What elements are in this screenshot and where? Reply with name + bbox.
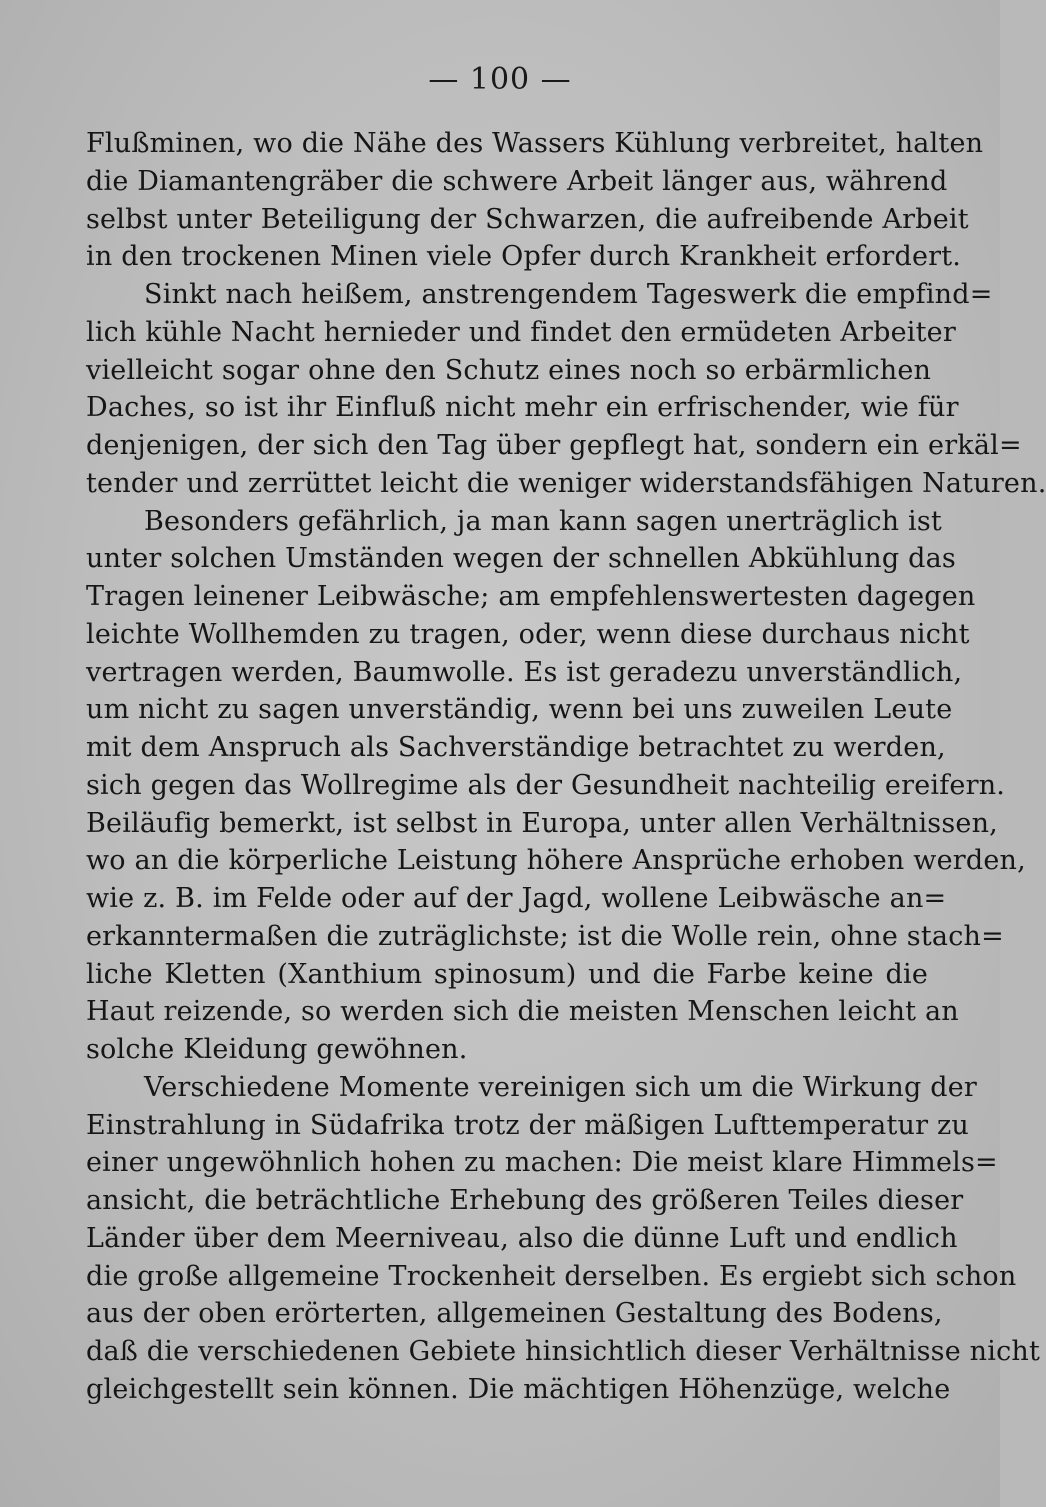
text-line: um nicht zu sagen unverständig, wenn bei uns zuweilen Leute (86, 694, 953, 726)
text-line: in den trockenen Minen viele Opfer durch Krankheit erfordert. (86, 241, 962, 273)
text-line: unter solchen Umständen wegen der schnellen Abkühlung das (86, 543, 956, 575)
paragraph (86, 1069, 1041, 1409)
text-line: Beiläufig bemerkt, ist selbst in Europa, unter allen Verhältnissen, (86, 807, 998, 839)
text-line: daß die verschiedenen Gebiete hinsichtlich dieser Verhältnisse nicht (86, 1336, 1041, 1367)
paragraph (86, 503, 1026, 1069)
text-line: Besonders gefährlich, ja man kann sagen unerträglich ist (144, 505, 942, 537)
paragraph (86, 125, 984, 276)
text-line: Daches, so ist ihr Einfluß nicht mehr ein erfrischender, wie für (86, 392, 959, 424)
text-line: ansicht, die beträchtliche Erhebung des größeren Teiles dieser (86, 1185, 964, 1216)
text-line: solche Kleidung gewöhnen. (86, 1034, 468, 1065)
text-line: Verschiedene Momente vereinigen sich um die Wirkung der (144, 1071, 978, 1103)
text-line: einer ungewöhnlich hohen zu machen: Die meist klare Himmels= (86, 1147, 998, 1179)
body-text (86, 125, 1046, 1409)
text-line: erkanntermaßen die zuträglichste; ist die Wolle rein, ohne stach= (86, 920, 1004, 952)
text-line: Tragen leinener Leibwäsche; am empfehlenswertesten dagegen (86, 581, 976, 612)
paragraph (86, 276, 1046, 503)
text-line: mit dem Anspruch als Sachverständige betrachtet zu werden, (86, 732, 946, 763)
text-line: gleichgestellt sein können. Die mächtigen Höhenzüge, welche (86, 1373, 951, 1405)
text-line: aus der oben erörterten, allgemeinen Gestaltung des Bodens, (86, 1298, 943, 1330)
text-line: lich kühle Nacht hernieder und findet den ermüdeten Arbeiter (86, 316, 956, 348)
text-line: denjenigen, der sich den Tag über gepflegt hat, sondern ein erkäl= (86, 430, 1022, 461)
text-line: liche Kletten (Xanthium spinosum) und die Farbe keine die (86, 958, 928, 990)
text-line: Flußminen, wo die Nähe des Wassers Kühlung verbreitet, halten (86, 128, 984, 159)
text-line: vertragen werden, Baumwolle. Es ist geradezu unverständlich, (86, 656, 963, 688)
text-line: Länder über dem Meerniveau, also die dünne Luft und endlich (86, 1222, 958, 1254)
page-number: — 100 — (428, 62, 572, 97)
text-line: wo an die körperliche Leistung höhere Ansprüche erhoben werden, (86, 845, 1026, 877)
text-line: vielleicht sogar ohne den Schutz eines noch so erbärmlichen (86, 354, 932, 386)
text-line: tender und zerrüttet leicht die weniger widerstandsfähigen Naturen. (86, 467, 1046, 499)
text-line: wie z. B. im Felde oder auf der Jagd, wollene Leibwäsche an= (86, 883, 947, 914)
text-line: Einstrahlung in Südafrika trotz der mäßigen Lufttemperatur zu (86, 1109, 969, 1141)
text-line: die Diamantengräber die schwere Arbeit länger aus, während (86, 165, 948, 197)
text-line: selbst unter Beteiligung der Schwarzen, die aufreibende Arbeit (86, 203, 969, 235)
text-line: die große allgemeine Trockenheit derselben. Es ergiebt sich schon (86, 1260, 1017, 1292)
text-line: Sinkt nach heißem, anstrengendem Tageswerk die empfind= (144, 279, 993, 310)
text-line: Haut reizende, so werden sich die meisten Menschen leicht an (86, 996, 959, 1028)
text-line: sich gegen das Wollregime als der Gesundheit nachteilig ereifern. (86, 769, 1006, 801)
text-line: leichte Wollhemden zu tragen, oder, wenn diese durchaus nicht (86, 618, 970, 650)
